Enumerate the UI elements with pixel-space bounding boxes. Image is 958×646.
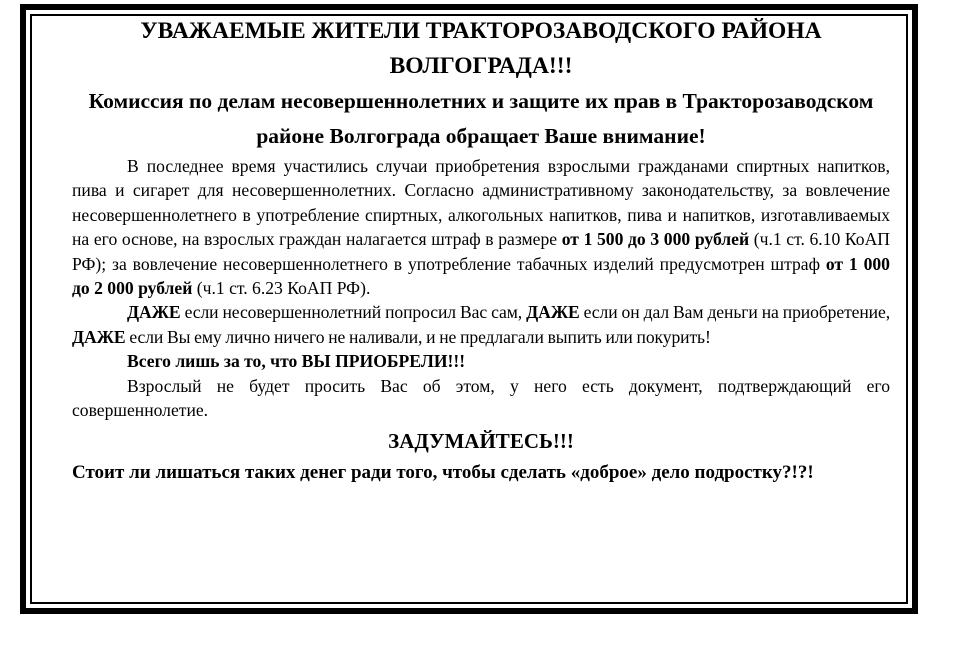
even-if-text-part2: если он дал Вам деньги на приобретение, (579, 302, 891, 323)
adult-document-paragraph: Взрослый не будет просить Вас об этом, у него есть документ, подтверждающий его совершеннолетие. (72, 375, 890, 421)
fines-text-part3: (ч.1 ст. 6.23 КоАП РФ). (192, 278, 371, 299)
fines-text-part1: В последнее время участились случаи приобретения взрослыми гражданами спиртных напитков, пива и сигарет для несовершеннолетних. Согласно административному законодательству, за вовлечение несовершеннолетнего в употребление спиртных, алкогольных напитков, пива и напитков, изготавливаемых на его основе, на взрослых граждан налагается штраф в размере (72, 156, 890, 250)
purchase-warning (72, 349, 890, 373)
even-emphasis: ДАЖЕ (72, 326, 126, 347)
even-emphasis: ДАЖЕ (127, 302, 181, 323)
purchase-warning-text: Всего лишь за то, что ВЫ ПРИОБРЕЛИ!!! (127, 351, 466, 372)
even-emphasis: ДАЖЕ (526, 302, 580, 323)
even-if-text-part3: если Вы ему лично ничего не наливали, и не предлагали выпить или покурить! (125, 326, 711, 347)
think-heading: ЗАДУМАЙТЕСЬ!!! (388, 429, 574, 454)
tobacco-fine-amount: от 1 000 до 2 000 рублей (72, 253, 890, 299)
alcohol-fine-amount: от 1 500 до 3 000 рублей (561, 229, 750, 250)
notice-title: УВАЖАЕМЫЕ ЖИТЕЛИ ТРАКТОРОЗАВОДСКОГО РАЙОНА ВОЛГОГРАДА!!! (140, 18, 822, 79)
notice-content (72, 14, 890, 488)
closing-question: Стоит ли лишаться таких денег ради того, чтобы сделать «доброе» дело подростку?!?! (72, 462, 814, 484)
notice-subtitle: Комиссия по делам несовершеннолетних и защите их прав в Тракторозаводском районе Волгограда обращает Ваше внимание! (88, 89, 874, 148)
even-if-text-part1: если несовершеннолетний попросил Вас сам, (180, 302, 527, 323)
fines-paragraph (72, 154, 890, 300)
even-if-paragraph (72, 300, 890, 349)
fines-text-part2: (ч.1 ст. 6.10 КоАП РФ); за вовлечение несовершеннолетнего в употребление табачных изделий предусмотрен штраф (72, 229, 890, 274)
